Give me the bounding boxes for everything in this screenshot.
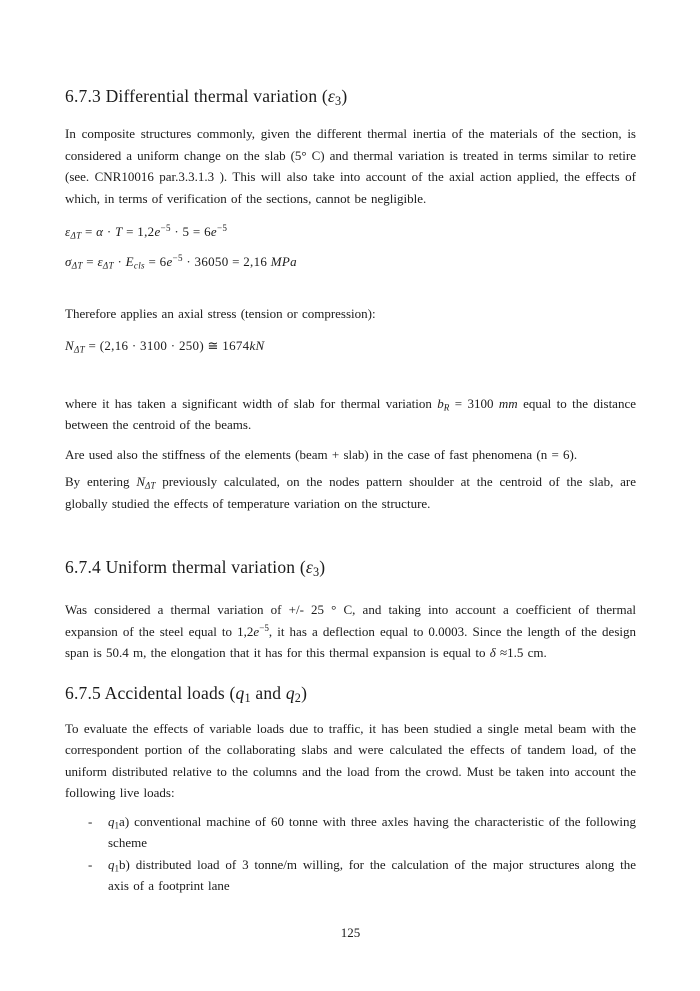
live-loads-list	[65, 811, 636, 897]
page-number: 125	[340, 924, 361, 940]
section-heading-6-7-4: 6.7.4 Uniform thermal variation $(\varepsilon_3)$	[65, 557, 326, 580]
formula-epsilon-delta-t: $\varepsilon_{\Delta T} = \alpha \cdot T = 1,2e^{-5} \cdot 5 = 6e^{-5}$	[65, 223, 228, 241]
paragraph-therefore: Therefore applies an axial stress (tension or compression):	[65, 306, 376, 321]
formula-n-delta-t: $N_{\Delta T} = (2,16 \cdot 3100 \cdot 250)$ ≅ 1674kN	[65, 337, 265, 354]
section-heading-6-7-5: 6.7.5 Accidental loads ($q_1$ and $q_2$)	[65, 682, 308, 705]
paragraph-673-intro: In composite structures commonly, given the different thermal inertia of the materials of the section, is considered a uniform change on the slab (5° C) and thermal variation is treated in terms similar to retire (see. CNR10016 par.3.3.1.3 ). This will also take into account of the axial action applied, the effects of which, in terms of verification of the sections, cannot be negligible.	[65, 126, 636, 206]
list-item-text: $q_1a$) conventional machine of 60 tonne with three axles having the characteristic of the following scheme	[108, 813, 636, 850]
list-item-q1a	[65, 811, 636, 854]
formula-sigma-delta-t: $\sigma_{\Delta T} = \varepsilon_{\Delta T} \cdot E_{cls} = 6e^{-5} \cdot 36050 = 2,16$ MPa	[65, 253, 297, 271]
list-item-q1b	[65, 854, 636, 897]
paragraph-where-width: where it has taken a significant width of slab for thermal variation $b_R = 3100$ mm equal to the distance between the centroid of the beams.	[65, 395, 636, 432]
dash-marker: -	[88, 813, 93, 829]
paragraph-by-entering: By entering $N_{\Delta T}$ previously calculated, on the nodes pattern shoulder at the centroid of the slab, are globally studied the effects of temperature variation on the structure.	[65, 474, 636, 511]
paragraph-674-body: Was considered a thermal variation of +/- 25 ° C, and taking into account a coefficient of thermal expansion of the steel equal to $1,2e^{-5}$, it has a deflection equal to 0.0003. Since the length of the design span is 50.4 m, the elongation that it has for this thermal expansion is equal to δ ≈1.5 cm.	[65, 602, 636, 660]
dash-marker: -	[88, 856, 93, 872]
paragraph-675-body: To evaluate the effects of variable loads due to traffic, it has been studied a single metal beam with the correspondent portion of the collaborating slabs and were calculated the effects of tandem load, of the uniform distributed relative to the columns and the load from the crowd. Must be taken into account the following live loads:	[65, 720, 636, 800]
list-item-text: $q_1b$) distributed load of 3 tonne/m willing, for the calculation of the major structures along the axis of a footprint lane	[108, 856, 636, 893]
section-heading-6-7-3: 6.7.3 Differential thermal variation $(\varepsilon_3)$	[65, 86, 348, 109]
paragraph-stiffness: Are used also the stiffness of the elements (beam + slab) in the case of fast phenomena (n = 6).	[65, 446, 578, 462]
